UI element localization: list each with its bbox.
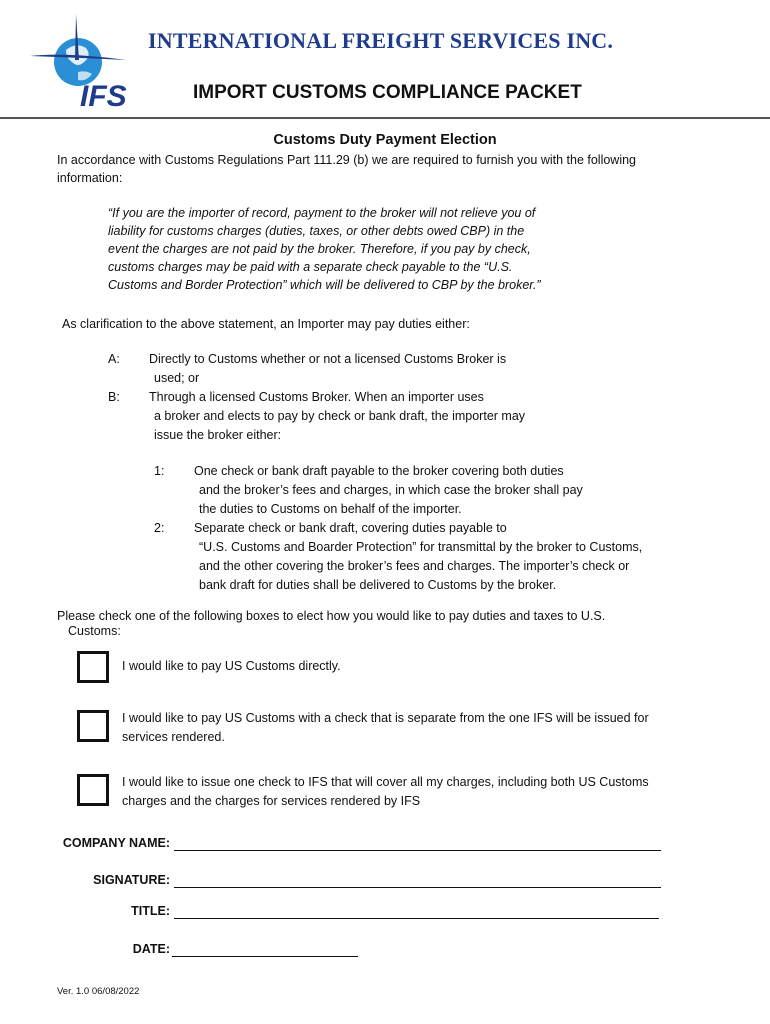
date-field[interactable] [172, 956, 358, 957]
ifs-logo [26, 12, 130, 110]
choice-checkbox-1[interactable] [77, 651, 109, 683]
version-footer: Ver. 1.0 06/08/2022 [57, 986, 140, 997]
intro-line-1: In accordance with Customs Regulations Part 111.29 (b) we are required to furnish you with the following [57, 153, 637, 167]
choice-label: I would like to pay US Customs directly. [122, 659, 341, 673]
option-text: used; or [154, 371, 200, 385]
suboption-text: and the other covering the broker’s fees and charges. The importer’s check or [199, 559, 630, 573]
quote-line: customs charges may be paid with a separate check payable to the “U.S. [108, 260, 513, 274]
choice-checkbox-2[interactable] [77, 710, 109, 742]
choice-label: charges and the charges for services rendered by IFS [122, 794, 421, 808]
quote-line: “If you are the importer of record, payment to the broker will not relieve you of [108, 206, 536, 220]
signature-label: SIGNATURE: [93, 873, 170, 887]
choice-label: I would like to issue one check to IFS that will cover all my charges, including both US Customs [122, 775, 649, 789]
quote-line: Customs and Border Protection” which will be delivered to CBP by the broker.” [108, 278, 541, 292]
signature-field[interactable] [174, 887, 661, 888]
choice-checkbox-3[interactable] [77, 774, 109, 806]
header-divider [0, 117, 770, 119]
suboption-marker: 1: [154, 464, 165, 478]
intro-line-2: information: [57, 171, 123, 185]
title-label: TITLE: [131, 904, 170, 918]
suboption-marker: 2: [154, 521, 165, 535]
company-name: INTERNATIONAL FREIGHT SERVICES INC. [148, 28, 614, 53]
check-prompt: Please check one of the following boxes to elect how you would like to pay duties and taxes to U.S. [57, 609, 606, 623]
suboption-text: bank draft for duties shall be delivered to Customs by the broker. [199, 578, 557, 592]
option-text: a broker and elects to pay by check or bank draft, the importer may [154, 409, 526, 423]
logo-text: IFS [80, 80, 127, 110]
suboption-text: Separate check or bank draft, covering duties payable to [194, 521, 507, 535]
suboption-text: the duties to Customs on behalf of the importer. [199, 502, 462, 516]
date-label: DATE: [132, 942, 170, 956]
suboption-text: “U.S. Customs and Boarder Protection” for transmittal by the broker to Customs, [199, 540, 643, 554]
company-name-label: COMPANY NAME: [62, 836, 170, 850]
title-field[interactable] [174, 918, 659, 919]
quote-line: liability for customs charges (duties, taxes, or other debts owed CBP) in the [108, 224, 525, 238]
option-text: issue the broker either: [154, 428, 282, 442]
option-text: Through a licensed Customs Broker. When an importer uses [149, 390, 484, 404]
quote-line: event the charges are not paid by the broker. Therefore, if you pay by check, [108, 242, 531, 256]
option-marker: A: [108, 352, 120, 366]
choice-label: services rendered. [122, 730, 225, 744]
option-text: Directly to Customs whether or not a licensed Customs Broker is [149, 352, 507, 366]
section-title: Customs Duty Payment Election [273, 132, 497, 148]
suboption-text: and the broker’s fees and charges, in which case the broker shall pay [199, 483, 583, 497]
packet-title: IMPORT CUSTOMS COMPLIANCE PACKET [193, 82, 582, 103]
choice-label: I would like to pay US Customs with a check that is separate from the one IFS will be issued for [122, 711, 649, 725]
option-marker: B: [108, 390, 120, 404]
suboption-text: One check or bank draft payable to the broker covering both duties [194, 464, 564, 478]
check-prompt: Customs: [68, 624, 121, 638]
clarification: As clarification to the above statement, an Importer may pay duties either: [62, 317, 470, 331]
company-name-field[interactable] [174, 850, 661, 851]
